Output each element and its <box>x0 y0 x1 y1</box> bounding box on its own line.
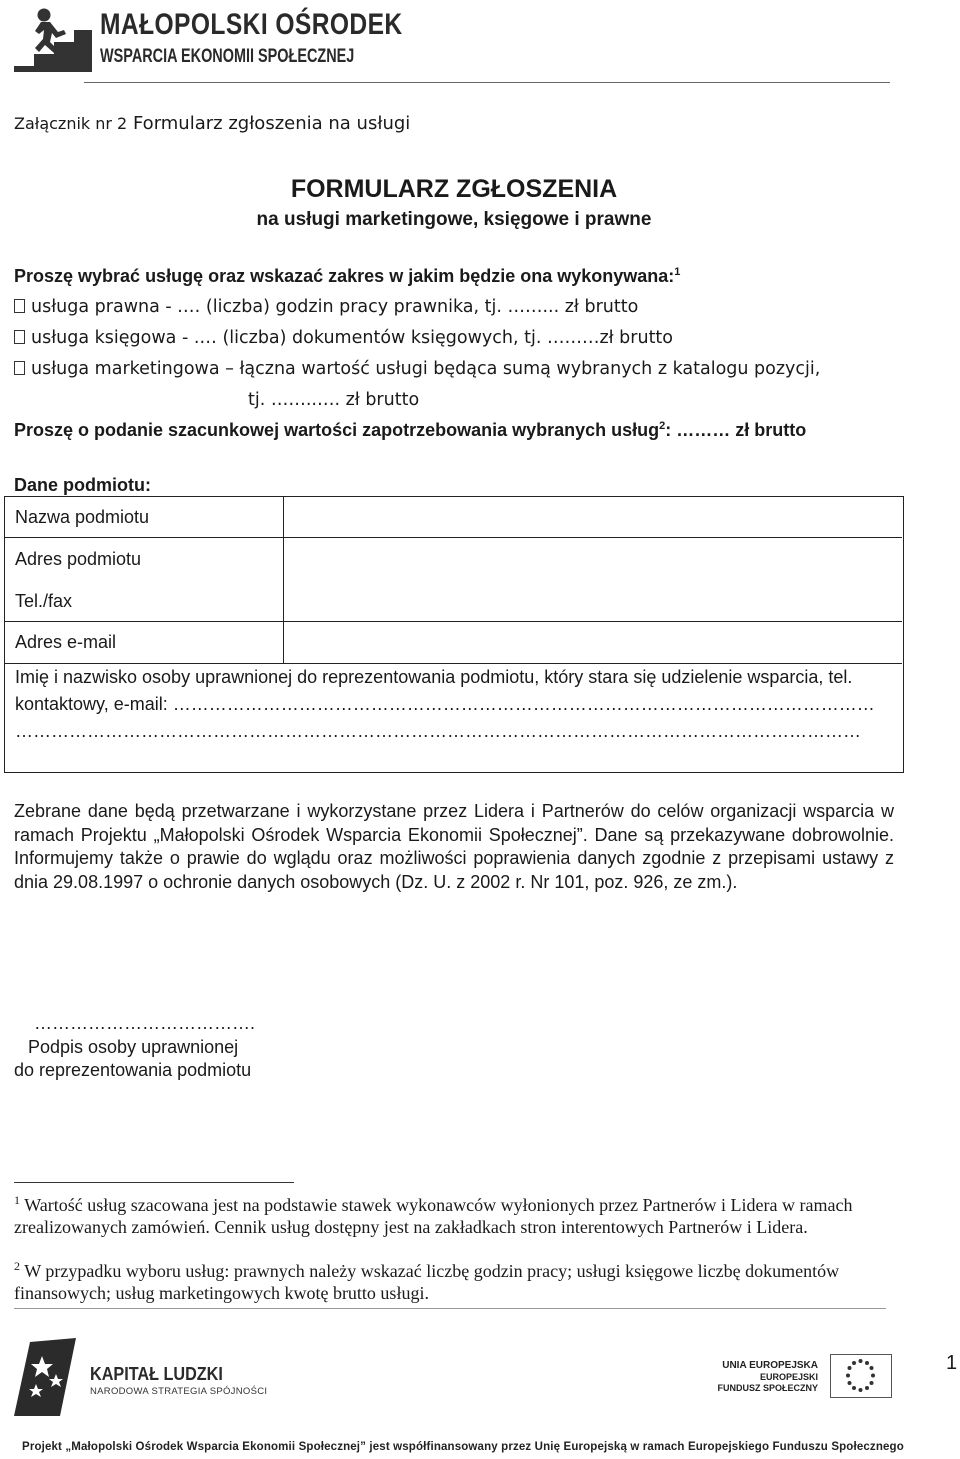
footnote-2-text: W przypadku wyboru usług: prawnych należy wskazać liczbę godzin pracy; usługi księgowe liczbę dokumentów finansowych; usług marketingowych kwotę brutto usługi. <box>14 1261 840 1303</box>
annex-prefix: Załącznik nr 2 <box>14 114 128 133</box>
label-entity-name: Nazwa podmiotu <box>15 507 150 527</box>
eu-flag-icon <box>830 1354 892 1398</box>
kl-title: KAPITAŁ LUDZKI <box>90 1364 223 1384</box>
option-accounting[interactable] <box>14 328 673 348</box>
option-marketing-label: usługa marketingowa – łączna wartość usługi będąca sumą wybranych z katalogu pozycji, <box>31 359 821 379</box>
project-footer: Projekt „Małopolski Ośrodek Wsparcia Ekonomii Społecznej” jest współfinansowany przez Unię Europejską w ramach Europejskiego Funduszu Społecznego <box>22 1441 904 1453</box>
representative-contact-field[interactable]: kontaktowy, e-mail: ……………………………………………………………………………………………………… <box>15 694 875 714</box>
entity-table <box>4 496 904 773</box>
footnote-1-text: Wartość usług szacowana jest na podstawie stawek wykonawców wyłonionych przez Partnerów i Lidera w ramach zrealizowanych zamówień. Cennik usług dostępny jest na zakładkach stron interentowych Partnerów i Lidera. <box>14 1195 853 1237</box>
table-column-divider <box>283 497 284 663</box>
eu-line-2: EUROPEJSKI <box>759 1372 818 1382</box>
instruction-text: Proszę wybrać usługę oraz wskazać zakres w jakim będzie ona wykonywana: <box>14 266 675 286</box>
checkbox-marketing[interactable] <box>14 361 25 375</box>
table-row-divider <box>5 537 902 538</box>
kapital-ludzki-icon <box>12 1338 82 1416</box>
kl-subtitle: NARODOWA STRATEGIA SPÓJNOŚCI <box>90 1386 268 1397</box>
footnote-1 <box>14 1194 874 1238</box>
address-phone-field[interactable] <box>285 540 900 620</box>
estimate-text: Proszę o podanie szacunkowej wartości zapotrzebowania wybranych usług <box>14 420 660 440</box>
option-legal-label: usługa prawna - .… (liczba) godzin pracy prawnika, tj. ……... zł brutto <box>31 297 639 317</box>
option-marketing[interactable] <box>14 359 820 379</box>
annex-title: Formularz zgłoszenia na usługi <box>132 113 411 134</box>
option-legal[interactable] <box>14 297 638 317</box>
runner-logo-icon <box>14 6 94 72</box>
marketing-amount: tj. ……..…. zł brutto <box>248 390 420 410</box>
signature-caption-2: do reprezentowania podmiotu <box>14 1060 252 1080</box>
checkbox-accounting[interactable] <box>14 330 25 344</box>
checkbox-legal[interactable] <box>14 299 25 313</box>
label-email: Adres e-mail <box>15 632 117 652</box>
footnote-2-number: 2 <box>14 1259 20 1273</box>
representative-extra-field[interactable]: …………………………………………………………………………………………………………………………… <box>15 721 861 741</box>
eu-logo <box>712 1352 892 1404</box>
signature-caption-1: Podpis osoby uprawnionej <box>28 1037 239 1057</box>
label-phone-fax: Tel./fax <box>15 591 73 611</box>
footnote-ref-2: 2 <box>659 420 666 432</box>
page-number: 1 <box>946 1352 958 1374</box>
privacy-notice: Zebrane dane będą przetwarzane i wykorzystane przez Lidera i Partnerów do celów organizacji wsparcia w ramach Projektu „Małopolski Ośrodek Wsparcia Ekonomii Społecznej”. Dane są przekazywane dobrowolnie. Informujemy także o prawie do wglądu oraz możliwości poprawienia danych zgodnie z przepisami ustawy z dnia 29.08.1997 o ochronie danych osobowych (Dz. U. z 2002 r. Nr 101, poz. 926, ze zm.). <box>14 801 894 892</box>
entity-name-field[interactable] <box>285 499 900 536</box>
signature-line: ………………………………. <box>34 1013 256 1033</box>
mowes-logo <box>14 6 403 72</box>
footnote-ref-1: 1 <box>674 266 681 278</box>
service-instruction <box>14 266 680 287</box>
representative-label: Imię i nazwisko osoby uprawnionej do reprezentowania podmiotu, który stara się udzielenie wsparcia, tel. <box>15 667 853 687</box>
logo-subtitle: WSPARCIA EKONOMII SPOŁECZNEJ <box>100 46 355 67</box>
footnote-separator <box>14 1182 294 1183</box>
eu-line-1: UNIA EUROPEJSKA <box>722 1360 818 1371</box>
footer-divider <box>14 1308 886 1309</box>
kapital-ludzki-logo <box>12 1338 268 1416</box>
annex-label <box>14 113 410 134</box>
eu-line-3: FUNDUSZ SPOŁECZNY <box>717 1383 818 1393</box>
footnote-1-number: 1 <box>14 1193 20 1207</box>
table-row-divider <box>5 621 902 622</box>
option-accounting-label: usługa księgowa - .… (liczba) dokumentów księgowych, tj. ………zł brutto <box>31 328 673 348</box>
header-divider <box>84 82 890 83</box>
estimate-suffix: : ……… zł brutto <box>665 420 807 440</box>
email-field[interactable] <box>285 624 900 662</box>
estimate-line <box>14 420 806 441</box>
logo-title: MAŁOPOLSKI OŚRODEK <box>100 8 403 41</box>
footnote-2 <box>14 1260 874 1304</box>
form-title: FORMULARZ ZGŁOSZENIA <box>290 175 618 203</box>
label-entity-address: Adres podmiotu <box>15 549 142 569</box>
form-subtitle: na usługi marketingowe, księgowe i prawne <box>256 209 652 230</box>
table-row-divider <box>5 663 902 664</box>
entity-heading: Dane podmiotu: <box>14 475 151 495</box>
